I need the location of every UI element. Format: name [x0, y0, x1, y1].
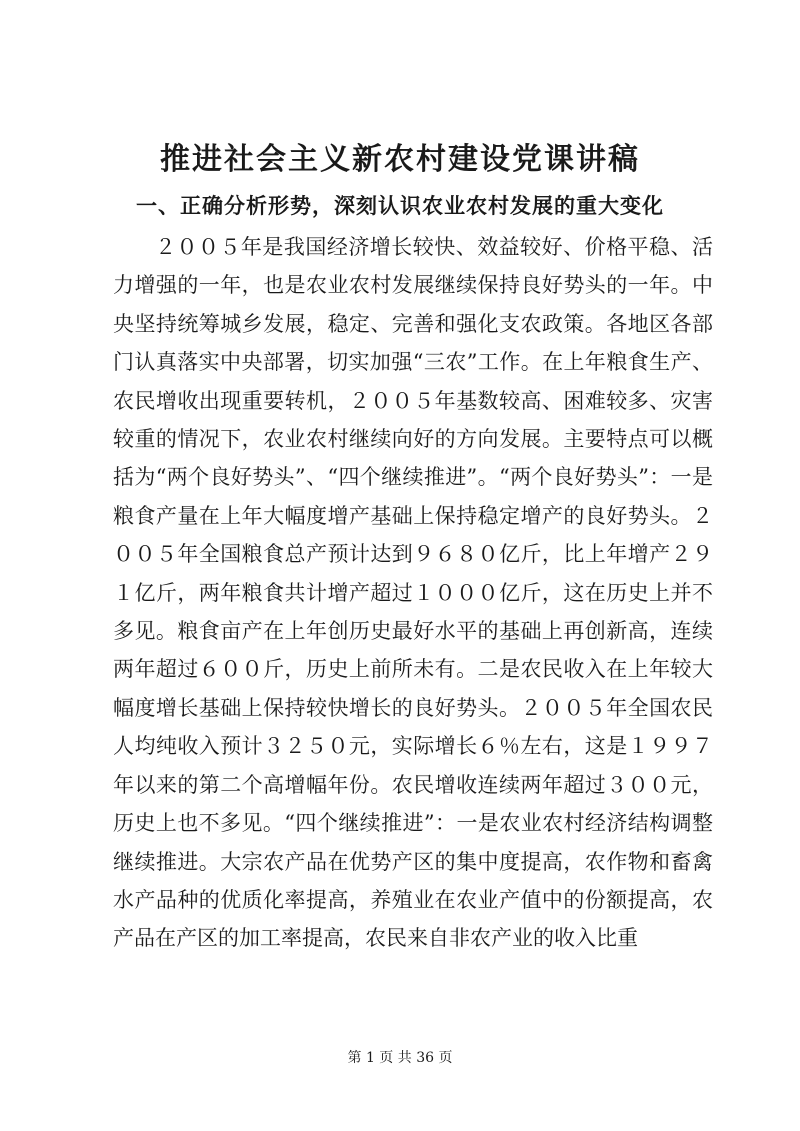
body-paragraph: ２００５年是我国经济增长较快、效益较好、价格平稳、活力增强的一年，也是农业农村发展继续保持良好势头的一年。中央坚持统筹城乡发展，稳定、完善和强化支农政策。各地区各部门认真落实中央部署，切实加强“三农”工作。在上年粮食生产、农民增收出现重要转机，２００５年基数较高、困难较多、灾害较重的情况下，农业农村继续向好的方向发展。主要特点可以概括为“两个良好势头”、“四个继续推进”。“两个良好势头”：一是粮食产量在上年大幅度增产基础上保持稳定增产的良好势头。２００５年全国粮食总产预计达到９６８０亿斤，比上年增产２９１亿斤，两年粮食共计增产超过１０００亿斤，这在历史上并不多见。粮食亩产在上年创历史最好水平的基础上再创新高，连续两年超过６００斤，历史上前所未有。二是农民收入在上年较大幅度增长基础上保持较快增长的良好势头。２００５年全国农民人均纯收入预计３２５０元，实际增长６％左右，这是１９９７年以来的第二个高增幅年份。农民增收连续两年超过３００元，历史上也不多见。“四个继续推进”：一是农业农村经济结构调整继续推进。大宗农产品在优势产区的集中度提高，农作物和畜禽水产品种的优质化率提高，养殖业在农业产值中的份额提高，农产品在产区的加工率提高，农民来自非农产业的收入比重 — [113, 235, 713, 951]
page-number-footer: 第 1 页 共 36 页 — [347, 1050, 453, 1066]
section-heading: 一、正确分析形势，深刻认识农业农村发展的重大变化 — [136, 193, 664, 218]
document-title: 推进社会主义新农村建设党课讲稿 — [160, 142, 640, 177]
